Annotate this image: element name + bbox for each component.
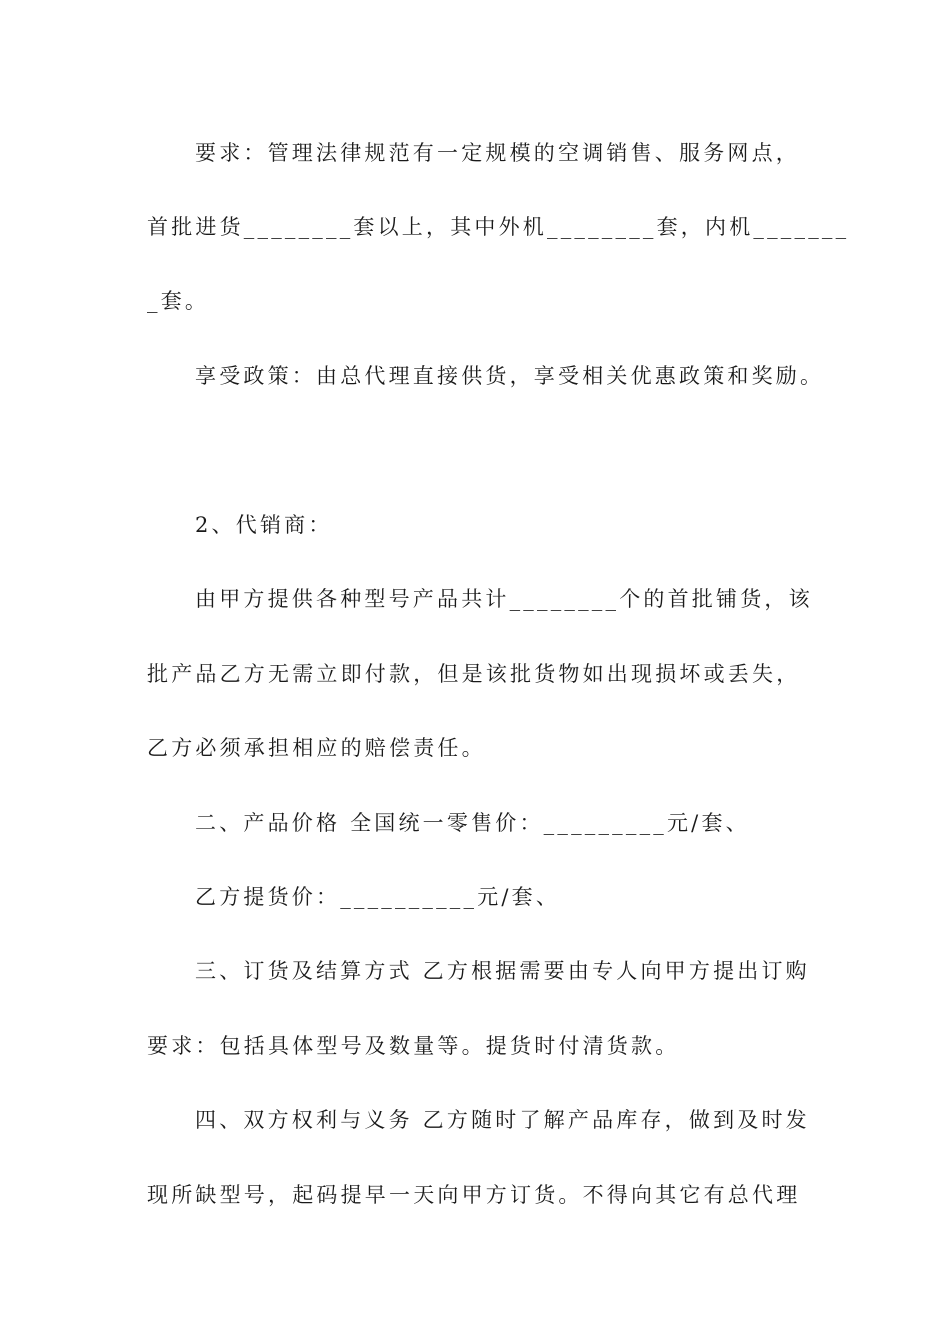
section-heading-consignee: 2、代销商： xyxy=(195,513,333,537)
section-rights-line-2: 现所缺型号，起码提早一天向甲方订货。不得向其它有总代理 xyxy=(147,1183,801,1207)
paragraph-requirement-line-3: _套。 xyxy=(147,289,210,313)
paragraph-policy: 享受政策：由总代理直接供货，享受相关优惠政策和奖励。 xyxy=(195,364,825,388)
paragraph-consignee-line-3: 乙方必须承担相应的赔偿责任。 xyxy=(147,736,486,760)
paragraph-requirement-line-2: 首批进货________套以上，其中外机________套，内机_______ xyxy=(147,215,850,239)
section-ordering-line-1: 三、订货及结算方式 乙方根据需要由专人向甲方提出订购 xyxy=(195,959,810,983)
section-product-price: 二、产品价格 全国统一零售价：_________元/套、 xyxy=(195,811,750,835)
paragraph-requirement-line-1: 要求：管理法律规范有一定规模的空调销售、服务网点， xyxy=(195,141,800,165)
section-rights-line-1: 四、双方权利与义务 乙方随时了解产品库存，做到及时发 xyxy=(195,1108,810,1132)
section-ordering-line-2: 要求：包括具体型号及数量等。提货时付清货款。 xyxy=(147,1034,680,1058)
paragraph-consignee-line-1: 由甲方提供各种型号产品共计________个的首批铺货，该 xyxy=(195,587,813,611)
paragraph-pickup-price: 乙方提货价：__________元/套、 xyxy=(195,885,561,909)
paragraph-consignee-line-2: 批产品乙方无需立即付款，但是该批货物如出现损坏或丢失， xyxy=(147,662,801,686)
